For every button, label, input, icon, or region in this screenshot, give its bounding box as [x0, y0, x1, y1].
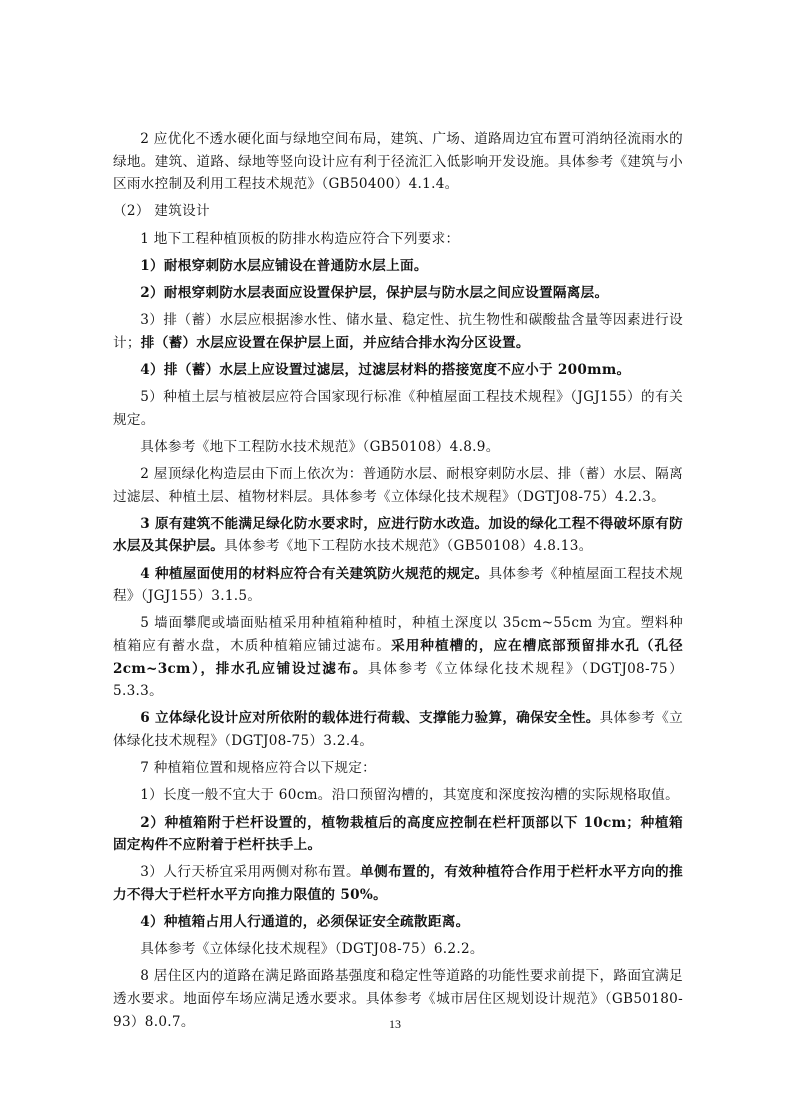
text-run: （2） 建筑设计	[113, 203, 210, 220]
bold-text: 4）种植箱占用人行通道的，必须保证安全疏散距离。	[140, 914, 470, 931]
bold-text: 排（蓄）水层应设置在保护层上面，并应结合排水沟分区设置。	[140, 334, 530, 351]
text-run: 1 地下工程种植顶板的防排水构造应符合下列要求：	[140, 230, 460, 247]
page-number: 13	[389, 1017, 401, 1031]
paragraph	[113, 784, 683, 807]
paragraph	[113, 563, 683, 608]
text-run: 具体参考《立体绿化技术规程》（DGTJ08-75）5.3.3。	[113, 660, 683, 700]
text-run: 2 屋顶绿化构造层由下而上依次为：普通防水层、耐根穿刺防水层、排（蓄）水层、隔离过滤层、种植土层、植物材料层。具体参考《立体绿化技术规程》（DGTJ08-75）4.2.3。	[113, 466, 683, 505]
paragraph	[113, 309, 683, 354]
paragraph	[113, 707, 683, 752]
paragraph	[113, 861, 683, 906]
text-run: 2 应优化不透水硬化面与绿地空间布局，建筑、广场、道路周边宜布置可消纳径流雨水的绿地。建筑、道路、绿地等竖向设计应有利于径流汇入低影响开发设施。具体参考《建筑与小区雨水控制及利用工程技术规范》（GB50400）4.1.4。	[113, 131, 683, 193]
bold-text: 2）种植箱附于栏杆设置的，植物栽植后的高度应控制在栏杆顶部以下 10cm；种植箱固定构件不应附着于栏杆扶手上。	[113, 814, 683, 854]
paragraph	[113, 612, 683, 702]
bold-text: 采用种植槽的，应在槽底部预留排水孔（孔径 2cm~3cm），排水孔应铺设过滤布。	[113, 638, 684, 677]
document-body	[113, 128, 683, 1038]
text-run: 1）长度一般不宜大于 60cm。沿口预留沟槽的，其宽度和深度按沟槽的实际规格取值。	[140, 787, 680, 804]
text-run: 3）人行天桥宜采用两侧对称布置。	[140, 864, 361, 881]
paragraph	[113, 359, 683, 382]
paragraph	[113, 463, 683, 508]
paragraph	[113, 513, 683, 558]
text-run: 5 墙面攀爬或墙面贴植采用种植箱种植时，种植土深度以 35cm~55cm 为宜。塑料种植箱应有蓄水盘，木质种植箱应铺过滤布。	[113, 615, 683, 654]
bold-text: 6 立体绿化设计应对所依附的载体进行荷载、支撑能力验算，确保安全性。	[140, 710, 600, 727]
paragraph	[113, 938, 683, 961]
text-run: 5）种植土层与植被层应符合国家现行标准《种植屋面工程技术规程》（JGJ155）的有关规定。	[113, 389, 683, 428]
bold-text: 4）排（蓄）水层上应设置过滤层，过滤层材料的搭接宽度不应小于 200mm。	[140, 361, 631, 378]
bold-text: 4 种植屋面使用的材料应符合有关建筑防火规范的规定。	[140, 565, 489, 582]
bold-text: 2）耐根穿刺防水层表面应设置保护层，保护层与防水层之间应设置隔离层。	[140, 284, 609, 301]
paragraph	[113, 911, 683, 934]
text-run: 具体参考《立体绿化技术规程》（DGTJ08-75）6.2.2。	[140, 941, 484, 958]
paragraph	[113, 812, 683, 857]
paragraph	[113, 255, 683, 278]
paragraph	[113, 436, 683, 459]
text-run: 具体参考《地下工程防水技术规范》（GB50108）4.8.9。	[140, 438, 500, 455]
paragraph	[113, 282, 683, 305]
paragraph	[113, 128, 683, 196]
text-run: 具体参考《种植屋面工程技术规程》（JGJ155）3.1.5。	[113, 565, 683, 605]
paragraph	[113, 200, 683, 223]
text-run: 8 居住区内的道路在满足路面路基强度和稳定性等道路的功能性要求前提下，路面宜满足透水要求。地面停车场应满足透水要求。具体参考《城市居住区规划设计规范》（GB50180-93）8.0.7。	[113, 968, 683, 1030]
paragraph	[113, 757, 683, 780]
text-run: 具体参考《地下工程防水技术规范》（GB50108）4.8.13。	[224, 538, 593, 555]
paragraph	[113, 228, 683, 251]
bold-text: 单侧布置的，有效种植符合作用于栏杆水平方向的推力不得大于栏杆水平方向推力限值的 50%。	[113, 864, 683, 903]
text-run: 7 种植箱位置和规格应符合以下规定：	[140, 760, 377, 777]
text-run: 3）排（蓄）水层应根据渗水性、储水量、稳定性、抗生物性和碳酸盐含量等因素进行设计；	[113, 312, 683, 351]
paragraph	[113, 386, 683, 431]
text-run: 具体参考《立体绿化技术规程》（DGTJ08-75）3.2.4。	[113, 710, 683, 749]
bold-text: 1）耐根穿刺防水层应铺设在普通防水层上面。	[140, 257, 428, 274]
bold-text: 3 原有建筑不能满足绿化防水要求时，应进行防水改造。加设的绿化工程不得破坏原有防水层及其保护层。	[113, 515, 683, 555]
